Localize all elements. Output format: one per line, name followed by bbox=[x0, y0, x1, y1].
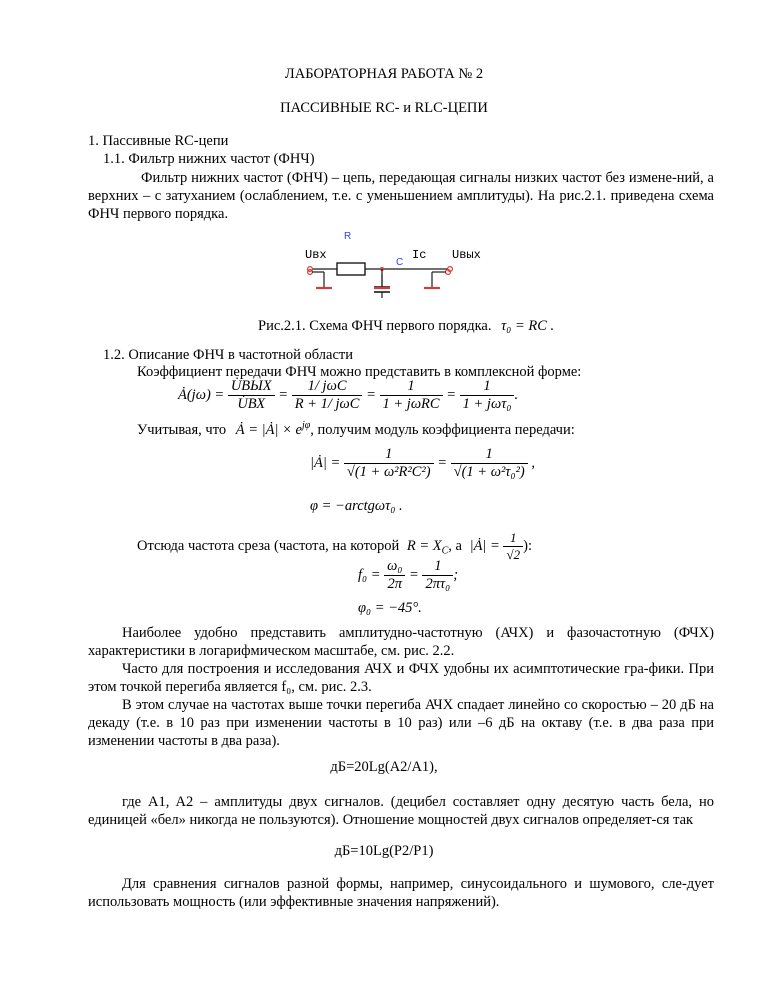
figure-caption-formula: τ₀ = RC . bbox=[501, 318, 555, 334]
section-heading: 1. Пассивные RC-цепи bbox=[88, 133, 229, 149]
paragraph-complex: Коэффициент передачи ФНЧ можно представить в комплексной форме: bbox=[137, 364, 582, 380]
ground-terminal-in bbox=[308, 270, 313, 275]
formula-db-amplitude: дБ=20Lg(A2/A1), bbox=[330, 759, 438, 775]
label-c: C bbox=[396, 257, 404, 268]
paragraph-decibel: где A1, A2 – амплитуды двух сигналов. (децибел составляет одну десятую часть бела, но единицей «бел» никогда не пользуются). Отношение мощностей двух сигналов определяет-ся так bbox=[88, 794, 714, 828]
paragraph-cutoff: Отсюда частота среза (частота, на которой $R = X_C$, а |Ȧ| = $\frac{1}{√2}$ ): bbox=[137, 530, 532, 562]
page-subtitle: ПАССИВНЫЕ RC- и RLC-ЦЕПИ bbox=[280, 100, 488, 116]
figure-caption bbox=[258, 318, 554, 335]
eq1-frac3: $\frac{1}{\text{1 + jωRC}}$ bbox=[380, 378, 443, 413]
label-ic: Ic bbox=[412, 248, 427, 262]
equation-magnitude: |Ȧ| = $\frac{1}{\text{√(1 + ω²R²C²)}}$ = $\frac{1}{\text{√(1 + ω²τ₀²)}}$ , bbox=[310, 446, 535, 480]
figure-caption-text: Рис.2.1. Схема ФНЧ первого порядка. bbox=[258, 318, 492, 334]
equation-cutoff-frequency: f₀ = $\frac{\text{ω₀}}{2\pi}$ = $\frac{1}{\text{2πτ₀}}$ ; bbox=[358, 558, 459, 592]
paragraph-intro: Фильтр нижних частот (ФНЧ) – цепь, передающая сигналы низких частот без измене-ний, а верхних – с затуханием (ослаблением, т.е. с уменьшением амплитуды). На рис.2.1. приведена схема ФНЧ первого порядка. bbox=[88, 170, 714, 222]
eq1-left: Ȧ(jω) = bbox=[178, 386, 225, 403]
eq1-frac4: $\frac{1}{\text{1 + jωτ₀}}$ bbox=[460, 378, 515, 413]
label-r: R bbox=[344, 231, 352, 242]
eq1-frac2: $\frac{\text{1/ jωC}}{\text{R + 1/ jωC}}$ bbox=[292, 378, 363, 413]
subsection-heading-freq: 1.2. Описание ФНЧ в частотной области bbox=[103, 347, 354, 363]
label-uout: Uвых bbox=[452, 248, 481, 262]
ground-row bbox=[300, 268, 460, 300]
ground-svg bbox=[300, 268, 460, 300]
eq1-frac1: $\frac{\text{U̇ВЫХ}}{U̇ВХ}$ bbox=[228, 378, 275, 413]
paragraph-comparison: Для сравнения сигналов разной формы, например, синусоидального и шумового, сле-дует использовать мощность (или эффективные значения напряжений). bbox=[88, 876, 714, 910]
equation-phase-cutoff: φ₀ = −45°. bbox=[358, 600, 422, 616]
equation-phase: φ = −arctgωτ₀ . bbox=[310, 498, 403, 514]
ground-terminal-out bbox=[446, 270, 451, 275]
paragraph-asymptotic: Часто для построения и исследования АЧХ и ФЧХ удобны их асимптотические гра-фики. При этом точкой перегиба является f₀, см. рис. 2.3. bbox=[88, 661, 714, 695]
subsection-heading: 1.1. Фильтр нижних частот (ФНЧ) bbox=[103, 151, 315, 167]
paragraph-considering: Учитывая, что Ȧ = |Ȧ| × $e^{j\varphi}$, получим модуль коэффициента передачи: bbox=[137, 420, 575, 438]
paragraph-log-scale: Наиболее удобно представить амплитудно-частотную (АЧХ) и фазочастотную (ФЧХ) характеристики в логарифмическом масштабе, см. рис. 2.2. bbox=[88, 625, 714, 659]
equation-transfer: Ȧ(jω) = $\frac{\text{U̇ВЫХ}}{U̇ВХ}$ = $\frac{\text{1/ jωC}}{\text{R + 1/ jωC}}$ = $\frac{1}{\text{1 + jωRC}}$ = $\frac{1}{\text{1 + jωτ₀}}$ . bbox=[178, 378, 519, 412]
paragraph-slope: В этом случае на частотах выше точки перегиба АЧХ спадает линейно со скоростью – 20 дБ на декаду (т.е. в 10 раз при изменении частоты в 10 раз) или –6 дБ на октаву (т.е. в два раза при изменении частоты в два раза). bbox=[88, 697, 714, 749]
label-uin: Uвх bbox=[305, 248, 327, 262]
formula-db-power: дБ=10Lg(P2/P1) bbox=[334, 843, 434, 859]
page-title: ЛАБОРАТОРНАЯ РАБОТА № 2 bbox=[284, 66, 484, 82]
